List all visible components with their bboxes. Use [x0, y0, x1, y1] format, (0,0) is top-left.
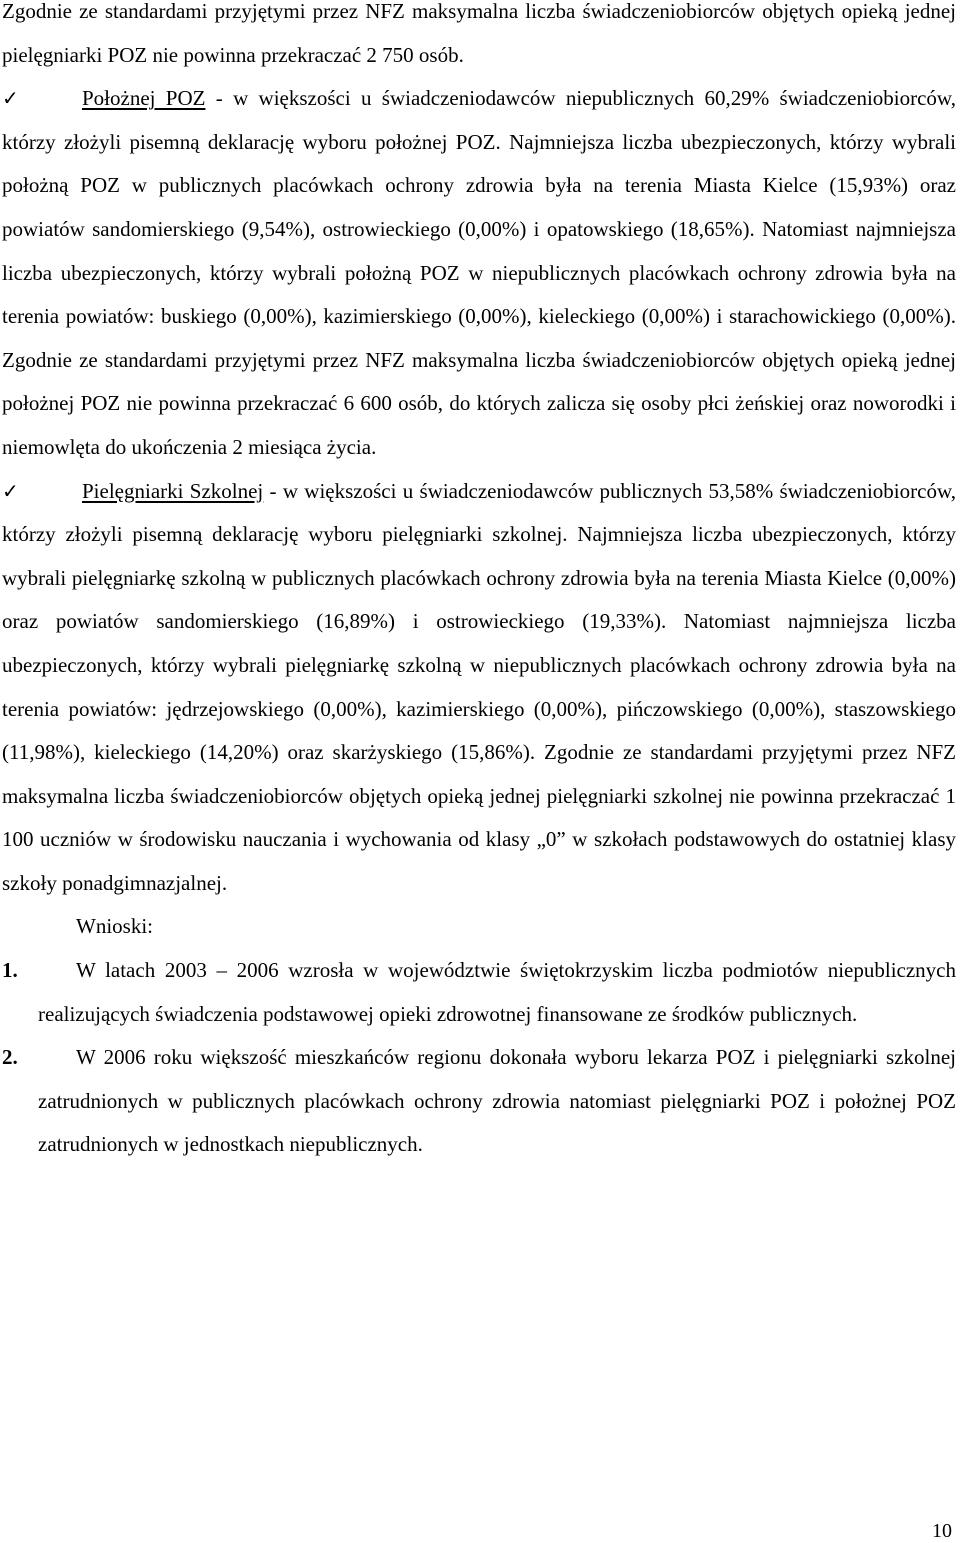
conclusions-heading: Wnioski:: [76, 914, 153, 939]
bullet-school-nurse-text: - w większości u świadczeniodawców publicznych 53,58% świadczeniobiorców, którzy złożyli pisemną deklarację wyboru pielęgniarki szkolnej. Najmniejsza liczba ubezpieczonych, którzy wybrali pielęgniarkę szkolną w publicznych placówkach ochrony zdrowia była na terenia Miasta Kielce (0,00%) oraz powiatów sandomierskiego (16,89%) i ostrowieckiego (19,33%). Natomiast najmniejsza liczba ubezpieczonych, którzy wybrali pielęgniarkę szkolną w niepublicznych placówkach ochrony zdrowia była na terenia powiatów: jędrzejowskiego (0,00%), kazimierskiego (0,00%), pińczowskiego (0,00%), staszowskiego (11,98%), kieleckiego (14,20%) oraz skarżyskiego (15,86%). Zgodnie ze standardami przyjętymi przez NFZ maksymalna liczba świadczeniobiorców objętych opieką jednej pielęgniarki szkolnej nie powinna przekraczać 1 100 uczniów w środowisku nauczania i wychowania od klasy „0” w szkołach podstawowych do ostatniej klasy szkoły ponadgimnazjalnej.: [2, 478, 956, 895]
bullet-school-nurse-paragraph: [2, 470, 956, 906]
conclusion-number: 1.: [2, 958, 18, 983]
intro-text: Zgodnie ze standardami przyjętymi przez NFZ maksymalna liczba świadczeniobiorców objętych opieką jednej pielęgniarki POZ nie powinna przekraczać 2 750 osób.: [2, 0, 956, 67]
document-page: [2, 0, 956, 1167]
page-number: 10: [932, 1520, 952, 1542]
bullet-school-nurse-heading: Pielęgniarki Szkolnej: [82, 478, 264, 503]
conclusion-number: 2.: [2, 1045, 18, 1070]
conclusion-text: W 2006 roku większość mieszkańców regionu dokonała wyboru lekarza POZ i pielęgniarki szkolnej zatrudnionych w publicznych placówkach ochrony zdrowia natomiast pielęgniarki POZ i położnej POZ zatrudnionych w jednostkach niepublicznych.: [38, 1045, 956, 1157]
conclusion-text: W latach 2003 – 2006 wzrosła w województwie świętokrzyskim liczba podmiotów niepublicznych realizujących świadczenia podstawowej opieki zdrowotnej finansowane ze środków publicznych.: [38, 958, 956, 1026]
conclusion-item: [2, 1036, 956, 1167]
bullet-midwife-text: - w większości u świadczeniodawców niepublicznych 60,29% świadczeniobiorców, którzy złożyli pisemną deklarację wyboru położnej POZ. Najmniejsza liczba ubezpieczonych, którzy wybrali położną POZ w publicznych placówkach ochrony zdrowia była na terenia Miasta Kielce (15,93%) oraz powiatów sandomierskiego (9,54%), ostrowieckiego (0,00%) i opatowskiego (18,65%). Natomiast najmniejsza liczba ubezpieczonych, którzy wybrali położną POZ w niepublicznych placówkach ochrony zdrowia była na terenia powiatów: buskiego (0,00%), kazimierskiego (0,00%), kieleckiego (0,00%) i starachowickiego (0,00%). Zgodnie ze standardami przyjętymi przez NFZ maksymalna liczba świadczeniobiorców objętych opieką jednej położnej POZ nie powinna przekraczać 6 600 osób, do których zalicza się osoby płci żeńskiej oraz noworodki i niemowlęta do ukończenia 2 miesiąca życia.: [2, 86, 956, 459]
checkmark-icon: ✓: [2, 478, 19, 503]
conclusion-item: [2, 949, 956, 1036]
intro-paragraph: [2, 0, 956, 77]
bullet-midwife-heading: Położnej POZ: [82, 86, 206, 111]
checkmark-icon: ✓: [2, 86, 19, 111]
bullet-midwife-paragraph: [2, 77, 956, 469]
